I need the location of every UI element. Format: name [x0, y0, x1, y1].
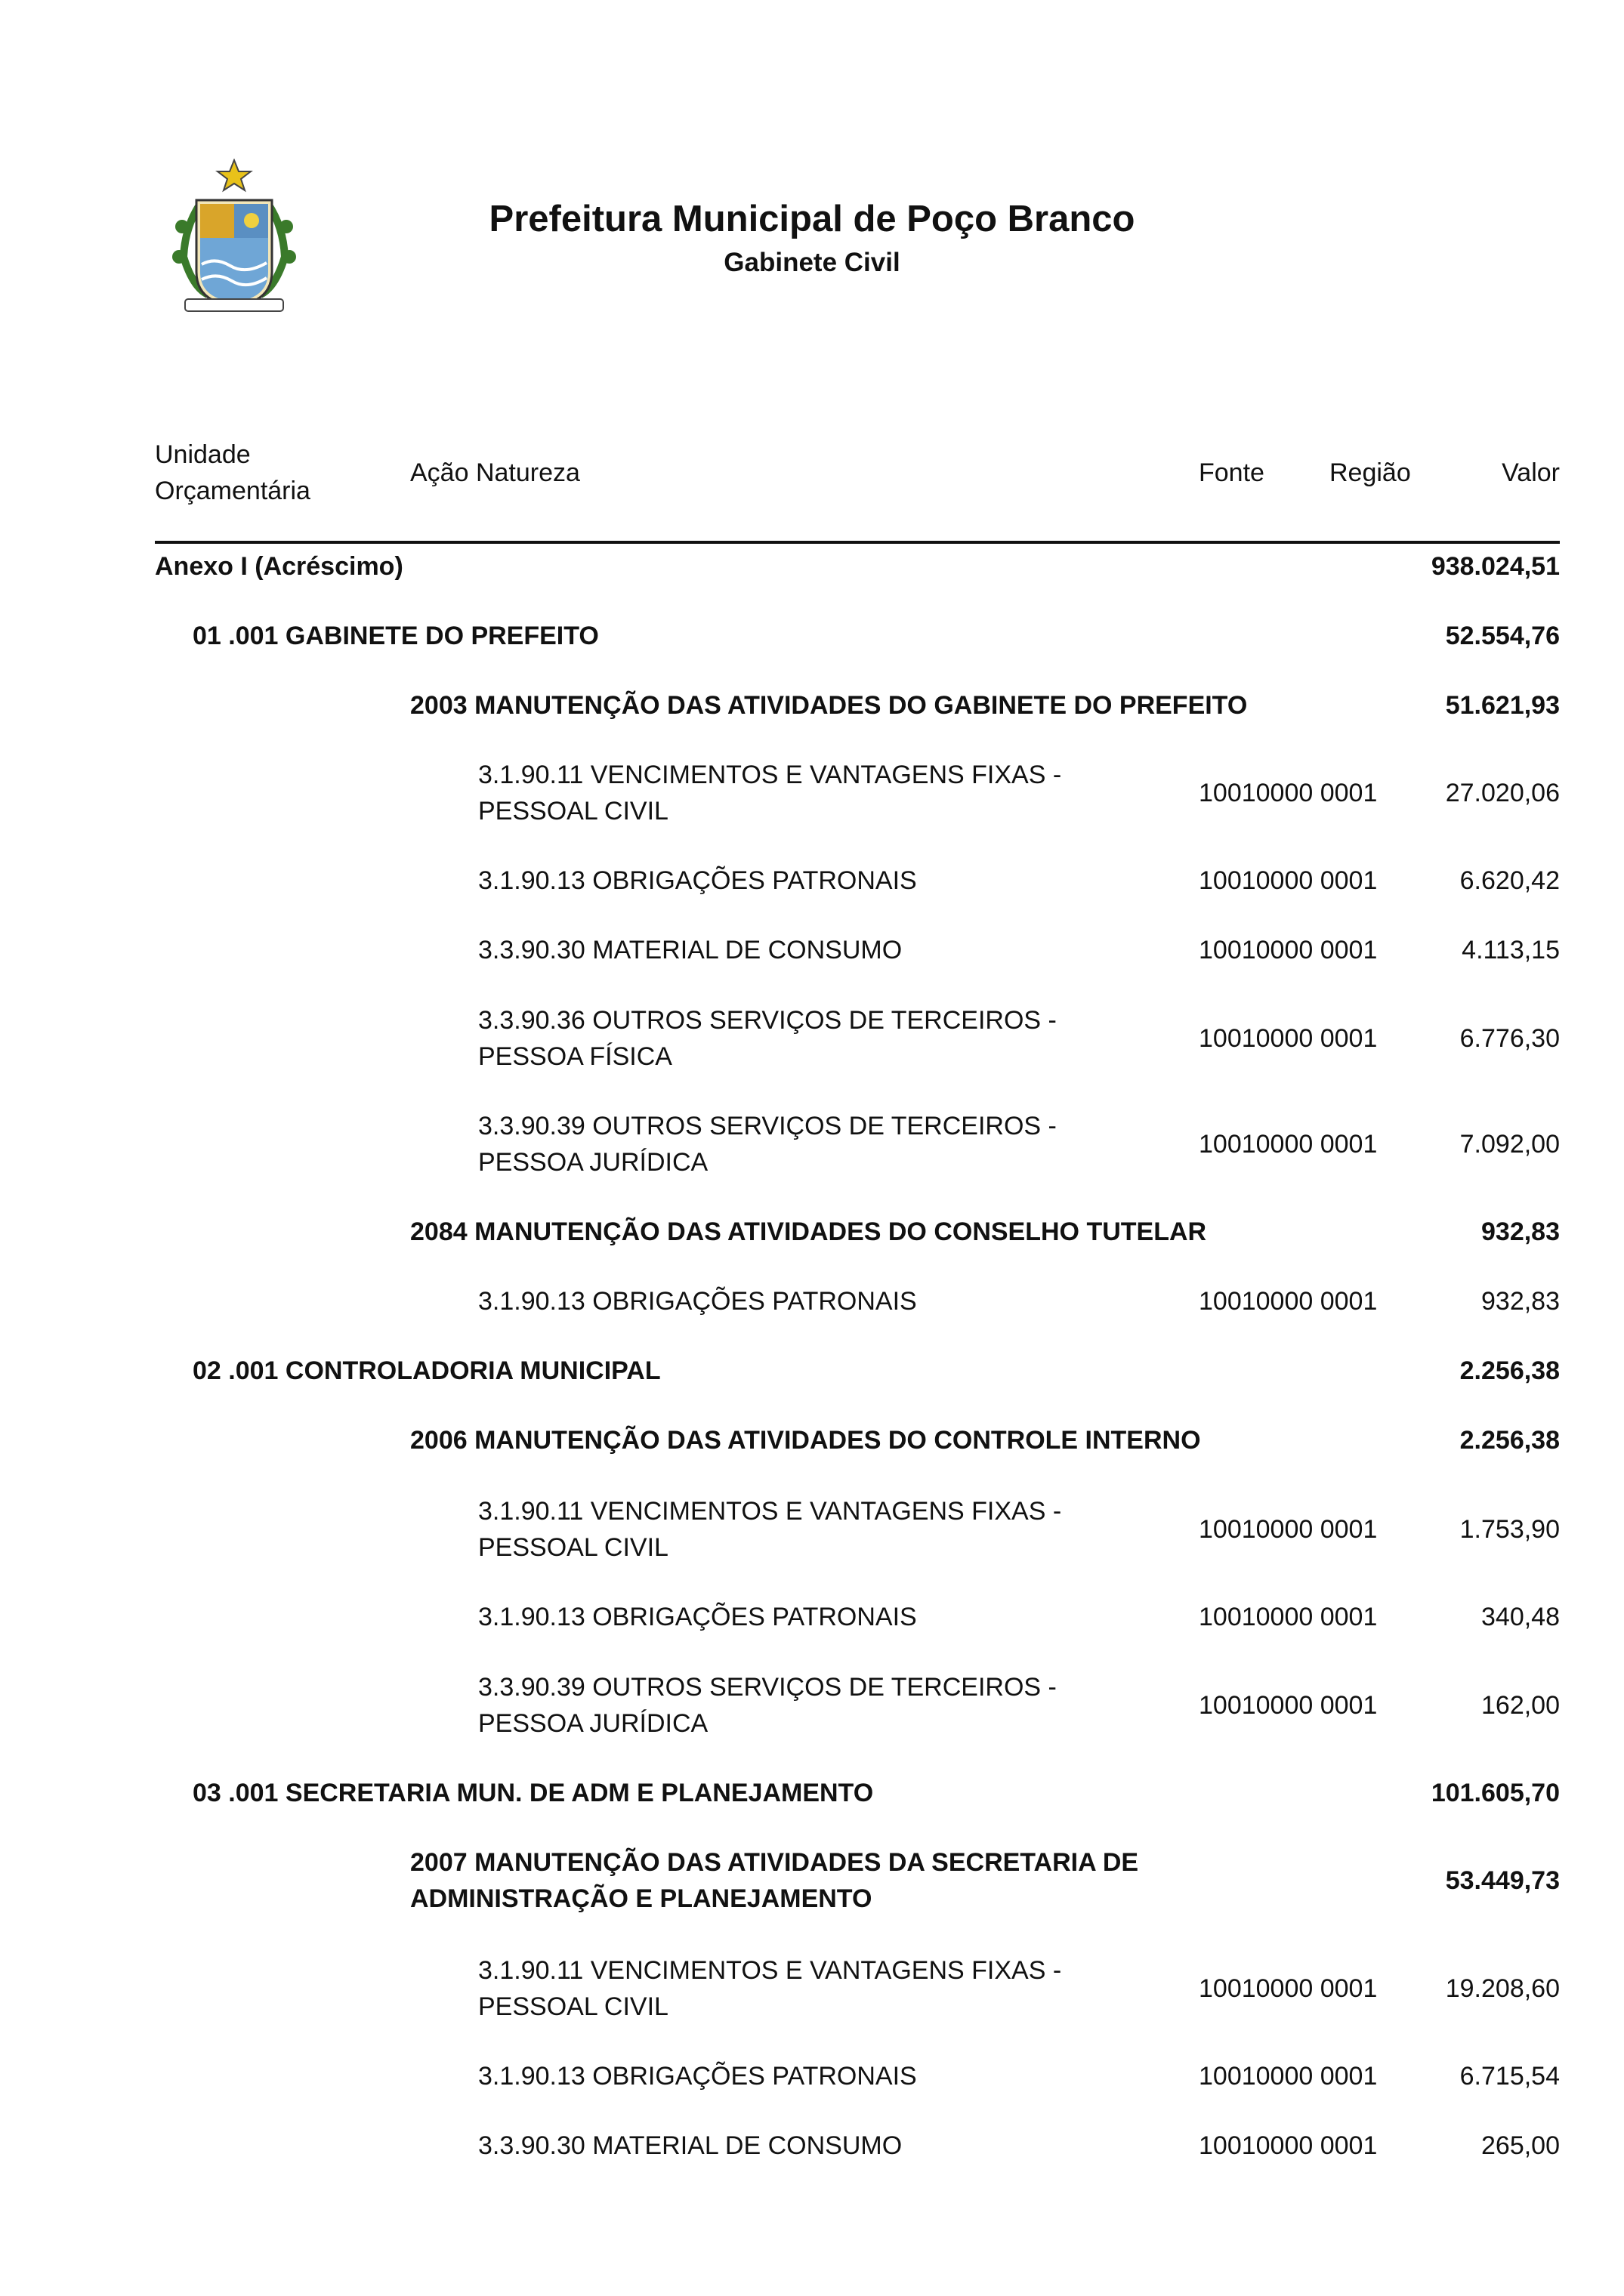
row-valor: 4.113,15: [1462, 936, 1560, 964]
row-desc-line2: PESSOAL CIVIL: [478, 1992, 668, 2021]
row-desc: 02 .001 CONTROLADORIA MUNICIPAL: [193, 1356, 661, 1385]
row-fonte: 10010000 0001: [1199, 1024, 1378, 1053]
row-fonte: 10010000 0001: [1199, 866, 1378, 895]
row-desc: Anexo I (Acréscimo): [155, 552, 403, 581]
col-unidade-line2: Orçamentária: [155, 477, 310, 505]
row-desc-line2: PESSOAL CIVIL: [478, 1533, 668, 1562]
row-valor: 932,83: [1481, 1217, 1560, 1246]
row-desc: 01 .001 GABINETE DO PREFEITO: [193, 622, 599, 650]
row-desc-line1: 3.1.90.11 VENCIMENTOS E VANTAGENS FIXAS -: [478, 1497, 1062, 1526]
row-fonte: 10010000 0001: [1199, 1691, 1378, 1720]
row-fonte: 10010000 0001: [1199, 2062, 1378, 2091]
row-natureza: [0, 1493, 1624, 1566]
row-valor: 7.092,00: [1459, 1130, 1560, 1159]
row-valor: 265,00: [1481, 2131, 1560, 2160]
row-valor: 1.753,90: [1459, 1515, 1560, 1544]
row-fonte: 10010000 0001: [1199, 1287, 1378, 1316]
row-desc: 2006 MANUTENÇÃO DAS ATIVIDADES DO CONTROLE INTERNO: [410, 1426, 1201, 1455]
row-desc-line1: 3.3.90.36 OUTROS SERVIÇOS DE TERCEIROS -: [478, 1006, 1057, 1035]
row-valor: 938.024,51: [1431, 552, 1560, 581]
header-divider: [155, 541, 1560, 544]
row-valor: 27.020,06: [1445, 779, 1560, 807]
row-valor: 340,48: [1481, 1603, 1560, 1631]
row-desc: 03 .001 SECRETARIA MUN. DE ADM E PLANEJAMENTO: [193, 1779, 874, 1807]
row-desc: 3.1.90.13 OBRIGAÇÕES PATRONAIS: [478, 2062, 917, 2091]
page-subtitle: Gabinete Civil: [724, 248, 900, 277]
row-natureza: [0, 1108, 1624, 1180]
row-valor: 19.208,60: [1445, 1974, 1560, 2003]
row-desc: 3.3.90.30 MATERIAL DE CONSUMO: [478, 2131, 903, 2160]
row-natureza: [0, 1669, 1624, 1742]
row-natureza: [0, 757, 1624, 829]
col-acao-natureza: Ação Natureza: [410, 458, 580, 487]
row-fonte: 10010000 0001: [1199, 779, 1378, 807]
row-valor: 6.715,54: [1459, 2062, 1560, 2091]
col-unidade-line1: Unidade: [155, 440, 251, 469]
row-desc: 2084 MANUTENÇÃO DAS ATIVIDADES DO CONSELHO TUTELAR: [410, 1217, 1207, 1246]
row-desc-line2: ADMINISTRAÇÃO E PLANEJAMENTO: [410, 1884, 872, 1913]
row-natureza: [0, 1952, 1624, 2025]
row-valor: 2.256,38: [1459, 1426, 1560, 1455]
page-title: Prefeitura Municipal de Poço Branco: [489, 199, 1135, 239]
row-fonte: 10010000 0001: [1199, 1603, 1378, 1631]
row-valor: 932,83: [1481, 1287, 1560, 1316]
row-desc-line2: PESSOA FÍSICA: [478, 1042, 672, 1071]
row-desc-line1: 3.3.90.39 OUTROS SERVIÇOS DE TERCEIROS -: [478, 1112, 1057, 1140]
row-natureza: [0, 1002, 1624, 1075]
row-valor: 6.620,42: [1459, 866, 1560, 895]
row-valor: 2.256,38: [1459, 1356, 1560, 1385]
row-desc: 2003 MANUTENÇÃO DAS ATIVIDADES DO GABINETE DO PREFEITO: [410, 691, 1248, 720]
row-valor: 6.776,30: [1459, 1024, 1560, 1053]
row-desc: 3.3.90.30 MATERIAL DE CONSUMO: [478, 936, 903, 964]
row-fonte: 10010000 0001: [1199, 936, 1378, 964]
row-desc: 3.1.90.13 OBRIGAÇÕES PATRONAIS: [478, 866, 917, 895]
row-acao: [0, 1844, 1624, 1917]
row-fonte: 10010000 0001: [1199, 1974, 1378, 2003]
row-desc-line1: 2007 MANUTENÇÃO DAS ATIVIDADES DA SECRETARIA DE: [410, 1848, 1139, 1877]
row-desc-line2: PESSOA JURÍDICA: [478, 1709, 709, 1738]
row-desc-line2: PESSOA JURÍDICA: [478, 1148, 709, 1177]
row-valor: 101.605,70: [1431, 1779, 1560, 1807]
row-desc: 3.1.90.13 OBRIGAÇÕES PATRONAIS: [478, 1287, 917, 1316]
row-desc-line2: PESSOAL CIVIL: [478, 797, 668, 826]
col-fonte: Fonte: [1199, 458, 1264, 487]
row-valor: 51.621,93: [1445, 691, 1560, 720]
col-regiao: Região: [1329, 458, 1411, 487]
row-fonte: 10010000 0001: [1199, 2131, 1378, 2160]
row-valor: 52.554,76: [1445, 622, 1560, 650]
row-desc: 3.1.90.13 OBRIGAÇÕES PATRONAIS: [478, 1603, 917, 1631]
col-valor: Valor: [1502, 458, 1560, 487]
row-desc-line1: 3.1.90.11 VENCIMENTOS E VANTAGENS FIXAS -: [478, 761, 1062, 789]
row-desc-line1: 3.1.90.11 VENCIMENTOS E VANTAGENS FIXAS -: [478, 1956, 1062, 1985]
row-valor: 53.449,73: [1445, 1866, 1560, 1895]
row-valor: 162,00: [1481, 1691, 1560, 1720]
row-fonte: 10010000 0001: [1199, 1515, 1378, 1544]
row-fonte: 10010000 0001: [1199, 1130, 1378, 1159]
row-desc-line1: 3.3.90.39 OUTROS SERVIÇOS DE TERCEIROS -: [478, 1673, 1057, 1702]
